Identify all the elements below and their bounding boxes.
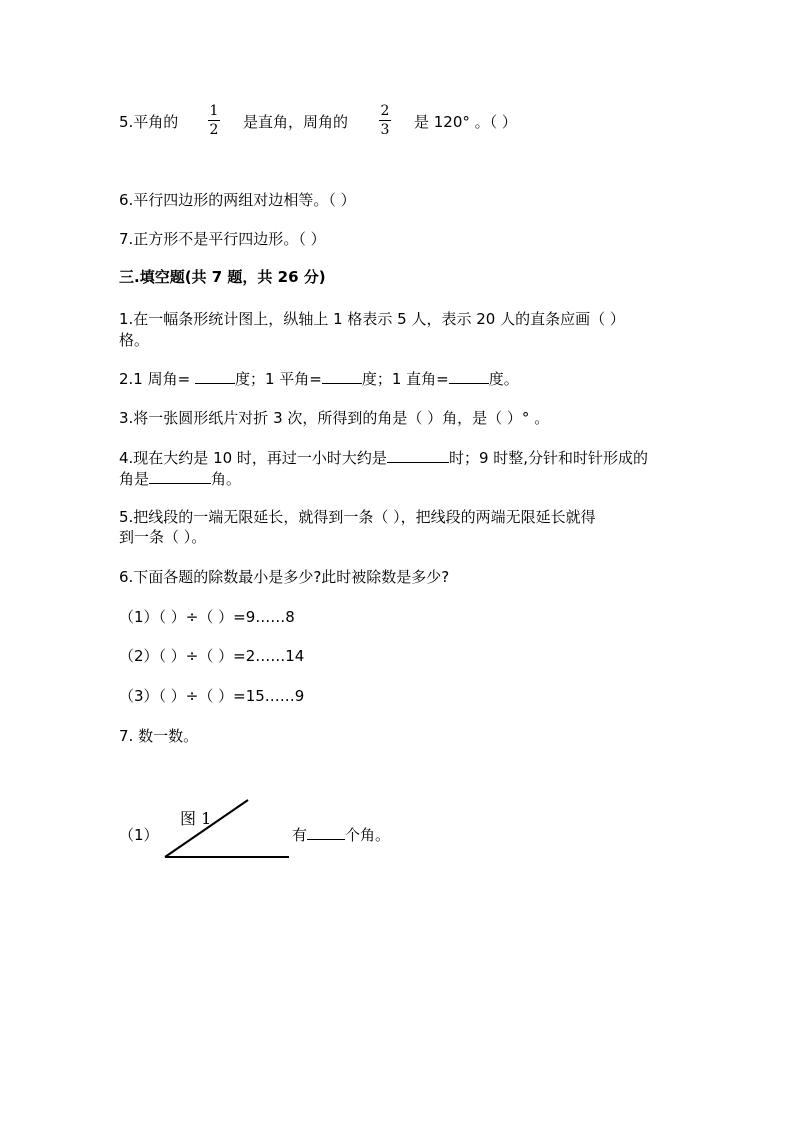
fill-q2-a: 2.1 周角=	[119, 370, 191, 388]
judge-q5-text3: 是 120° 。（ ）	[414, 113, 517, 131]
fill-q4-b: 时；9 时整,分针和时针形成的	[448, 449, 649, 467]
fill-q7-b: 个角。	[345, 826, 391, 844]
fraction-denominator: 2	[209, 122, 219, 138]
fill-q4-d: 角。	[211, 470, 242, 488]
fill-q6-item-3: （3）（ ）÷（ ）=15……9	[119, 687, 305, 705]
fill-q4-a: 4.现在大约是 10 时，再过一小时大约是	[119, 449, 387, 467]
fill-q6-item-1: （1）（ ）÷（ ）=9……8	[119, 608, 295, 626]
angle-ray-upper	[165, 800, 248, 857]
fill-q2-b: 度；1 平角=	[234, 370, 322, 388]
fill-q4-c: 角是	[119, 470, 150, 488]
fill-q5-line1: 5.把线段的一端无限延长，就得到一条（ ），把线段的两端无限延长就得	[119, 508, 596, 526]
section-heading: 三.填空题(共 7 题，共 26 分)	[119, 268, 326, 286]
fill-q7-answer	[292, 825, 390, 845]
fill-q1-line2: 格。	[119, 331, 150, 349]
judge-q5-text2: 是直角，周角的	[243, 113, 349, 131]
answer-blank[interactable]	[307, 825, 345, 840]
fill-q6: 6.下面各题的除数最小是多少?此时被除数是多少?	[119, 568, 450, 586]
fill-q7-item-number: （1）	[119, 826, 159, 844]
fill-q2-c: 度；1 直角=	[361, 370, 449, 388]
fill-q6-item-2: （2）（ ）÷（ ）=2……14	[119, 647, 305, 665]
judge-q7: 7.正方形不是平行四边形。（ ）	[119, 230, 326, 248]
fraction-denominator: 3	[380, 122, 390, 138]
fill-q3: 3.将一张圆形纸片对折 3 次，所得到的角是（ ）角，是（ ）° 。	[119, 409, 550, 427]
judge-q6: 6.平行四边形的两组对边相等。（ ）	[119, 191, 356, 209]
figure-label: 图 1	[180, 809, 212, 828]
fill-q2-d: 度。	[488, 370, 519, 388]
fill-q1-line1: 1.在一幅条形统计图上，纵轴上 1 格表示 5 人，表示 20 人的直条应画（ ）	[119, 310, 625, 328]
fraction-numerator: 2	[380, 103, 390, 119]
fill-q5-line2: 到一条（ ）。	[119, 528, 207, 546]
judge-q5-text1: 5.平角的	[119, 113, 179, 131]
fraction-numerator: 1	[209, 103, 219, 119]
fill-q7: 7. 数一数。	[119, 727, 199, 745]
fill-q7-a: 有	[292, 826, 308, 844]
